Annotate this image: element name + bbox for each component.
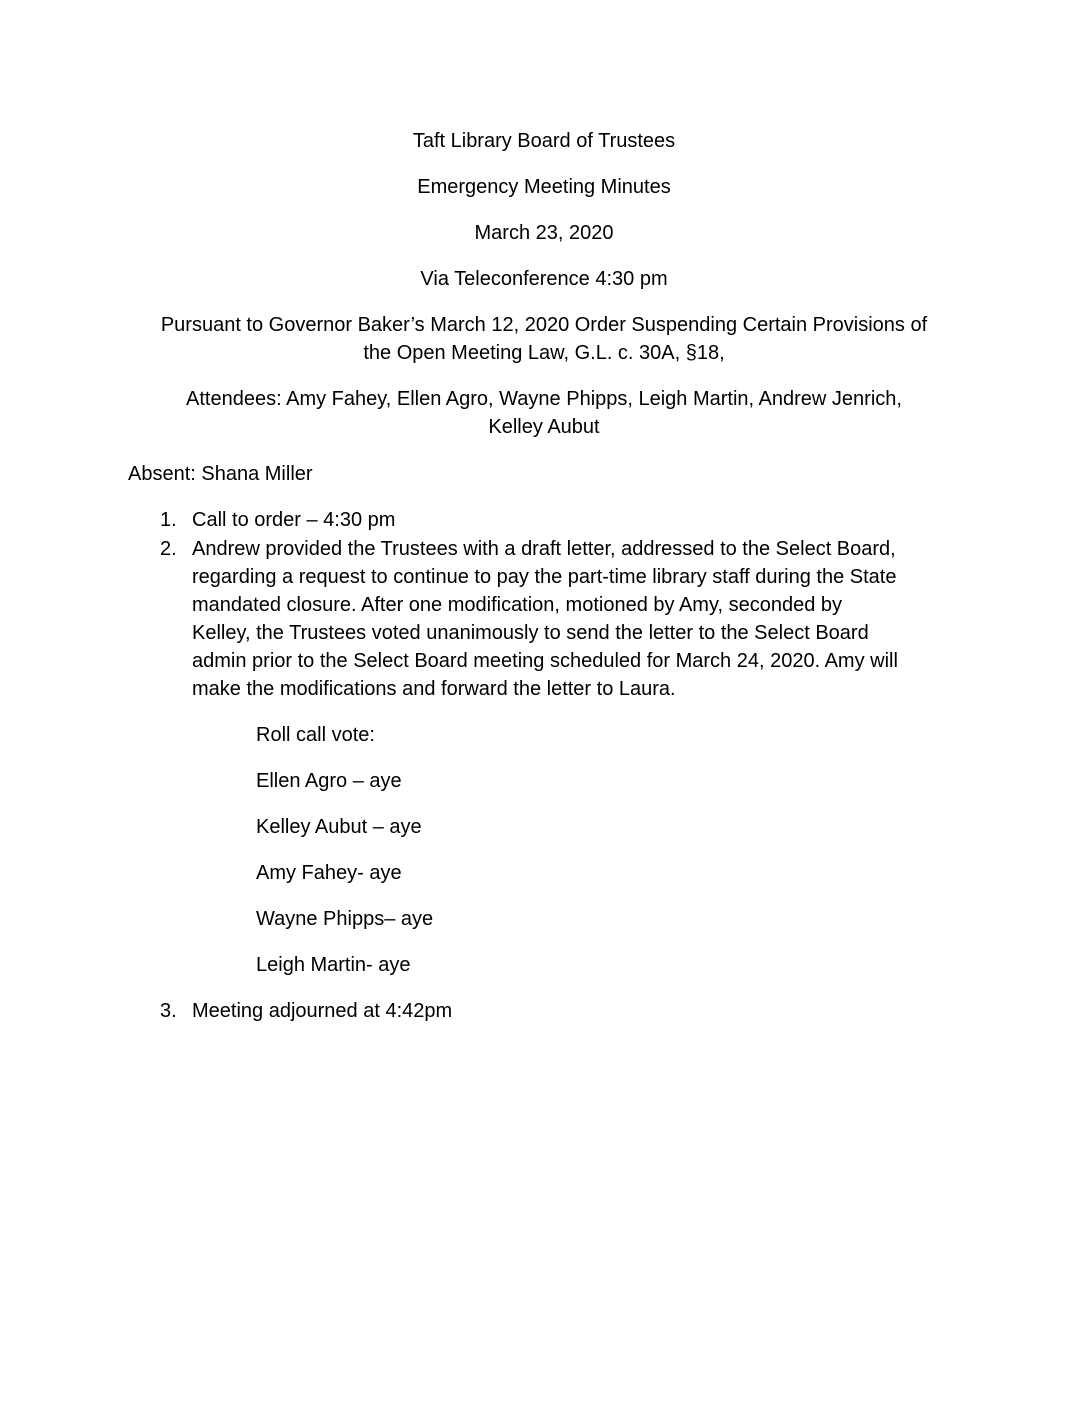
roll-call-vote: Leigh Martin- aye <box>256 954 411 976</box>
item-text: Meeting adjourned at 4:42pm <box>192 1000 453 1022</box>
item-text-line: admin prior to the Select Board meeting scheduled for March 24, 2020. Amy will <box>192 650 898 672</box>
attendees-line-1: Attendees: Amy Fahey, Ellen Agro, Wayne Phipps, Leigh Martin, Andrew Jenrich, <box>186 388 902 410</box>
meeting-date: March 23, 2020 <box>474 222 614 244</box>
item-text-line: Kelley, the Trustees voted unanimously to send the letter to the Select Board <box>192 622 869 644</box>
authority-line-1: Pursuant to Governor Baker’s March 12, 2020 Order Suspending Certain Provisions of <box>160 314 928 336</box>
attendees-line-2: Kelley Aubut <box>488 416 600 438</box>
item-number: 2. <box>160 538 177 560</box>
roll-call-vote: Kelley Aubut – aye <box>256 816 422 838</box>
authority-line-2: the Open Meeting Law, G.L. c. 30A, §18, <box>363 342 725 364</box>
roll-call-vote: Wayne Phipps– aye <box>256 908 434 930</box>
absent-line: Absent: Shana Miller <box>128 463 313 485</box>
organization-title: Taft Library Board of Trustees <box>412 130 676 152</box>
item-text-line: regarding a request to continue to pay the part-time library staff during the State <box>192 566 897 588</box>
item-text: Call to order – 4:30 pm <box>192 509 396 531</box>
roll-call-vote: Amy Fahey- aye <box>256 862 402 884</box>
item-text-line: make the modifications and forward the letter to Laura. <box>192 678 676 700</box>
roll-call-heading: Roll call vote: <box>256 724 375 746</box>
item-text-line: mandated closure. After one modification, motioned by Amy, seconded by <box>192 594 842 616</box>
item-number: 1. <box>160 509 177 531</box>
item-text-line: Andrew provided the Trustees with a draft letter, addressed to the Select Board, <box>192 538 896 560</box>
item-number: 3. <box>160 1000 177 1022</box>
roll-call-vote: Ellen Agro – aye <box>256 770 402 792</box>
document-type: Emergency Meeting Minutes <box>417 176 671 198</box>
meeting-location-time: Via Teleconference 4:30 pm <box>420 268 668 290</box>
